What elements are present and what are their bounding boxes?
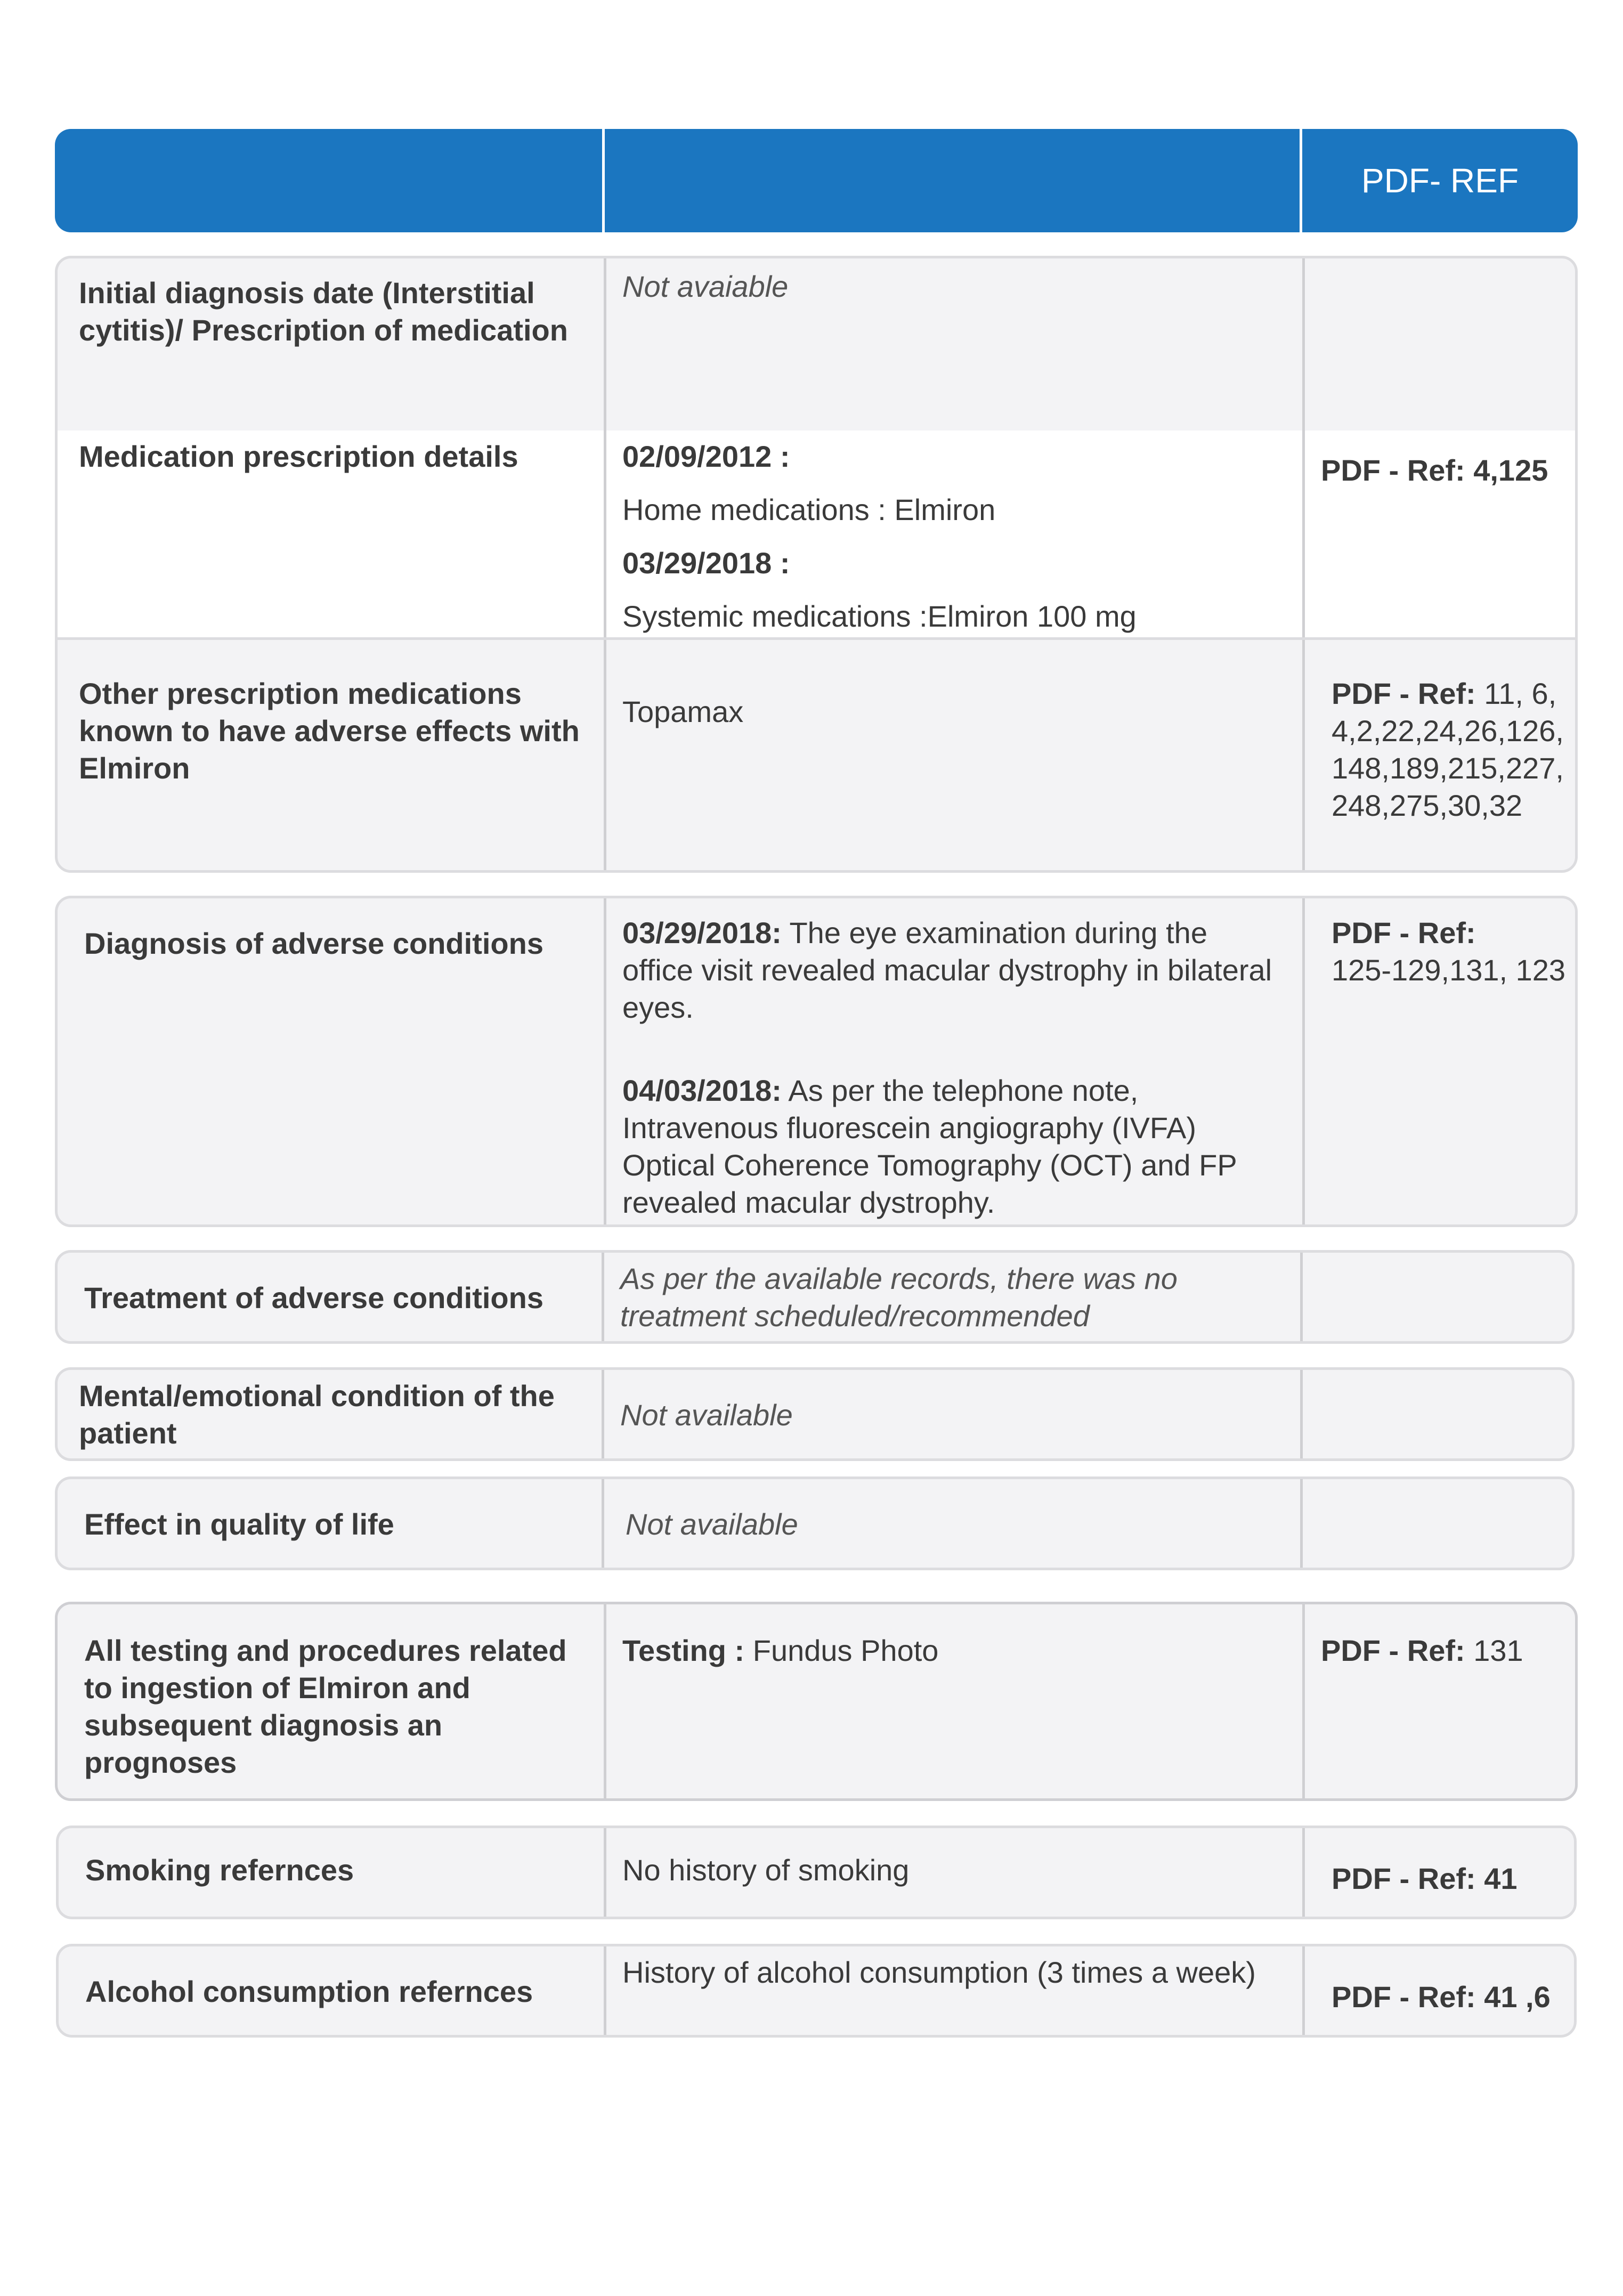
row-quality-of-life xyxy=(55,1476,1575,1570)
row-ref: PDF - Ref: 41 xyxy=(1332,1862,1517,1895)
row-ref: PDF - Ref: 41 ,6 xyxy=(1332,1980,1551,2014)
row-alcohol xyxy=(56,1944,1577,2038)
row-mental-condition xyxy=(55,1367,1575,1461)
row-value: As per the available records, there was no treatment scheduled/recommended xyxy=(620,1262,1178,1333)
ref-prefix: PDF - Ref: xyxy=(1332,916,1476,950)
ref-cell xyxy=(1303,1479,1572,1568)
row-label: Alcohol consumption refernces xyxy=(85,1975,533,2008)
entry-text: The eye examination during the office visit revealed macular dystrophy in bilateral eyes. xyxy=(622,916,1272,1024)
ref-cell xyxy=(1305,1828,1574,1917)
ref-cell xyxy=(1305,640,1575,870)
ref-value: 4,125 xyxy=(1473,453,1548,487)
label-cell xyxy=(58,1370,604,1458)
table-header xyxy=(55,129,1578,232)
value-prefix: Testing : xyxy=(622,1634,745,1667)
ref-value: 11, 6,4,2,22,24,26,126,148,189,215,227,248,275,30,32 xyxy=(1332,677,1564,822)
row-ref xyxy=(1332,675,1564,824)
row-value: Not available xyxy=(626,1507,798,1541)
header-ref-label: PDF- REF xyxy=(1361,161,1519,200)
ref-cell xyxy=(1303,1370,1572,1458)
value-cell xyxy=(606,640,1305,870)
row-ref xyxy=(1332,914,1570,989)
row-value xyxy=(622,1632,1286,1669)
row-ref xyxy=(1321,1632,1570,1669)
ref-value: 125-129,131, 123 xyxy=(1332,953,1566,987)
label-cell xyxy=(58,1479,604,1568)
row-label: Effect in quality of life xyxy=(84,1507,394,1541)
label-cell xyxy=(58,1253,604,1341)
prescription-date: 02/09/2012 : xyxy=(622,440,790,473)
label-cell xyxy=(59,1946,606,2035)
row-value: Not avaiable xyxy=(622,270,789,303)
row-value: No history of smoking xyxy=(622,1853,910,1887)
row-value: Topamax xyxy=(622,695,744,728)
row-value: History of alcohol consumption (3 times a week) xyxy=(622,1956,1256,1989)
label-cell xyxy=(58,898,606,1224)
row-label: Mental/emotional condition of the patient xyxy=(79,1379,555,1450)
ref-prefix: PDF - Ref: xyxy=(1321,453,1465,487)
label-cell xyxy=(59,1828,606,1917)
row-initial-diagnosis xyxy=(55,256,1578,434)
value-cell xyxy=(606,258,1305,431)
value-cell xyxy=(604,1253,1303,1341)
ref-value: 131 xyxy=(1473,1634,1523,1667)
prescription-text: Home medications : Elmiron xyxy=(622,493,996,526)
entry-text: As per the telephone note, Intravenous fluorescein angiography (IVFA) Optical Coherence Tomography (OCT) and FP revealed macular dystrophy. xyxy=(622,1074,1237,1219)
value-text: Fundus Photo xyxy=(752,1634,939,1667)
row-label: Treatment of adverse conditions xyxy=(84,1281,543,1315)
row-label: All testing and procedures related to ingestion of Elmiron and subsequent diagnosis an prognoses xyxy=(84,1634,567,1779)
row-label: Other prescription medications known to have adverse effects with Elmiron xyxy=(79,677,580,785)
value-cell xyxy=(604,1479,1303,1568)
row-label: Medication prescription details xyxy=(79,440,518,473)
label-cell xyxy=(58,258,606,431)
value-cell xyxy=(606,898,1305,1224)
ref-cell xyxy=(1305,1946,1574,2035)
ref-cell xyxy=(1305,431,1575,640)
value-cell xyxy=(606,431,1305,640)
ref-cell xyxy=(1305,1604,1575,1798)
entry-date: 04/03/2018: xyxy=(622,1074,782,1107)
row-label: Diagnosis of adverse conditions xyxy=(84,927,543,960)
row-adverse-diagnosis xyxy=(55,896,1578,1227)
row-adverse-treatment xyxy=(55,1250,1575,1344)
label-cell xyxy=(58,1604,606,1798)
row-label: Smoking refernces xyxy=(85,1853,354,1887)
row-smoking xyxy=(56,1826,1577,1919)
entry-date: 03/29/2018: xyxy=(622,916,782,950)
value-cell xyxy=(606,1828,1305,1917)
prescription-date: 03/29/2018 : xyxy=(622,546,790,580)
ref-prefix: PDF - Ref: xyxy=(1321,1634,1465,1667)
adverse-entry xyxy=(622,1072,1286,1221)
value-cell xyxy=(606,1946,1305,2035)
row-value: Not available xyxy=(620,1398,793,1432)
ref-cell xyxy=(1303,1253,1572,1341)
ref-cell xyxy=(1305,898,1575,1224)
row-testing xyxy=(55,1602,1578,1801)
row-other-medications xyxy=(55,637,1578,873)
value-cell xyxy=(604,1370,1303,1458)
label-cell xyxy=(58,431,606,640)
row-ref xyxy=(1321,452,1559,489)
adverse-entry xyxy=(622,914,1286,1026)
ref-prefix: PDF - Ref: xyxy=(1332,677,1476,710)
label-cell xyxy=(58,640,606,870)
row-medication-details xyxy=(55,431,1578,640)
value-cell xyxy=(606,1604,1305,1798)
row-label: Initial diagnosis date (Interstitial cytitis)/ Prescription of medication xyxy=(79,276,568,347)
header-divider xyxy=(602,129,605,232)
prescription-text: Systemic medications :Elmiron 100 mg xyxy=(622,599,1137,633)
ref-cell xyxy=(1305,258,1575,431)
